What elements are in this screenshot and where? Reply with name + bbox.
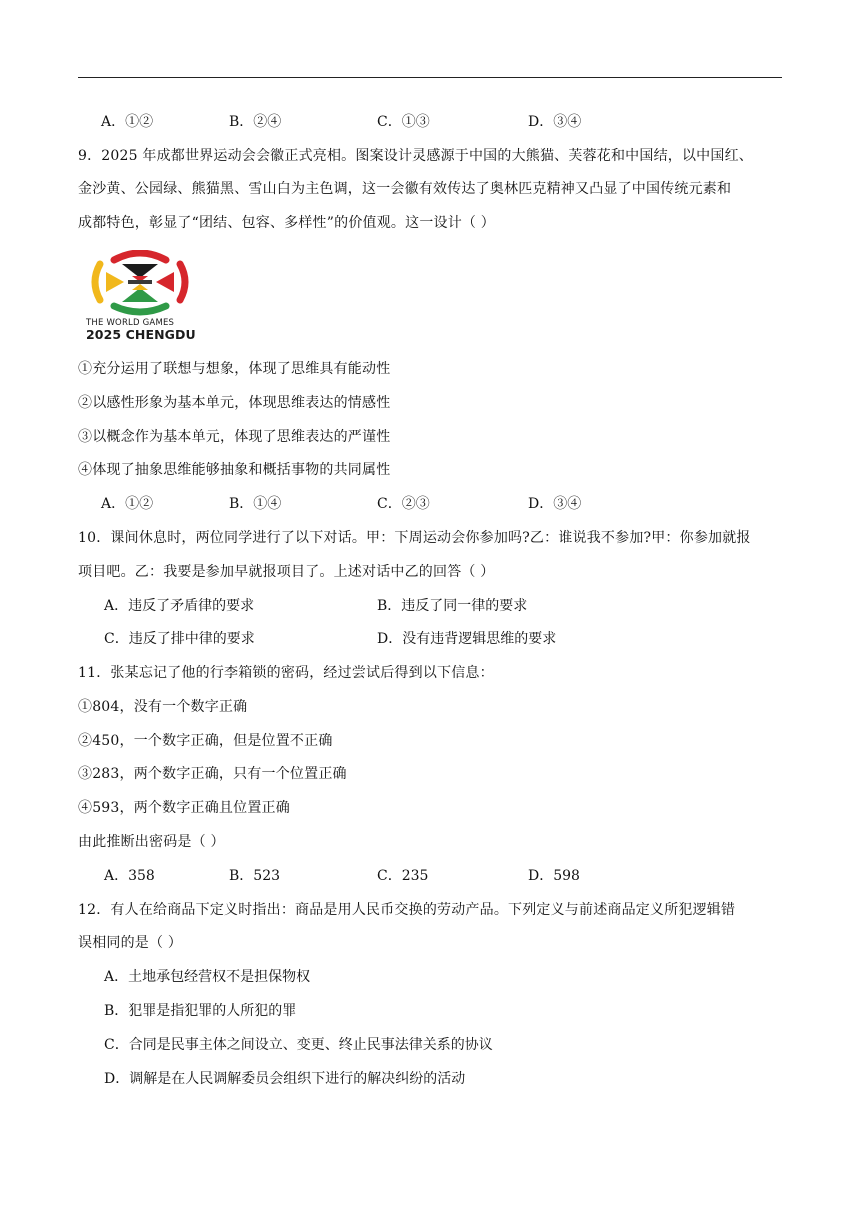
q9-option-a: A．①② bbox=[101, 496, 154, 512]
q9-text-line1: 9．2025 年成都世界运动会会徽正式亮相。图案设计灵感源于中国的大熊猫、芙蓉花和中国结，以中国红、 bbox=[78, 148, 753, 164]
q12-text-line2: 误相同的是（ ） bbox=[78, 935, 183, 951]
q11-clue-4: ④593，两个数字正确且位置正确 bbox=[78, 800, 290, 816]
q10-option-c: C．违反了排中律的要求 bbox=[104, 631, 255, 647]
logo-text-line2: 2025 CHENGDU bbox=[86, 327, 196, 342]
q12-option-d: D．调解是在人民调解委员会组织下进行的解决纠纷的活动 bbox=[104, 1071, 466, 1087]
q10-text-line1: 10．课间休息时，两位同学进行了以下对话。甲：下周运动会你参加吗?乙：谁说我不参加?甲：你参加就报 bbox=[78, 530, 751, 546]
q9-text-line3: 成都特色，彰显了“团结、包容、多样性”的价值观。这一设计（ ） bbox=[78, 215, 495, 231]
header-rule bbox=[78, 77, 782, 78]
q10-text-line2: 项目吧。乙：我要是参加早就报项目了。上述对话中乙的回答（ ） bbox=[78, 564, 495, 580]
q12-text-line1: 12．有人在给商品下定义时指出：商品是用人民币交换的劳动产品。下列定义与前述商品定义所犯逻辑错 bbox=[78, 902, 736, 918]
q9-option-c: C．②③ bbox=[377, 496, 430, 512]
q9-statement-2: ②以感性形象为基本单元，体现思维表达的情感性 bbox=[78, 395, 391, 411]
q12-option-a: A．土地承包经营权不是担保物权 bbox=[104, 969, 311, 985]
q9-statement-4: ④体现了抽象思维能够抽象和概括事物的共同属性 bbox=[78, 462, 391, 478]
q12-option-b: B．犯罪是指犯罪的人所犯的罪 bbox=[104, 1003, 297, 1019]
q11-option-b: B．523 bbox=[229, 868, 281, 884]
q9-option-b: B．①④ bbox=[229, 496, 282, 512]
q11-text-line1: 11．张某忘记了他的行李箱锁的密码，经过尝试后得到以下信息： bbox=[78, 665, 494, 681]
prev-option-b: B．②④ bbox=[229, 114, 282, 130]
prev-option-a: A．①② bbox=[101, 114, 154, 130]
q9-statement-3: ③以概念作为基本单元，体现了思维表达的严谨性 bbox=[78, 429, 391, 445]
q11-option-c: C．235 bbox=[377, 868, 429, 884]
q11-option-a: A．358 bbox=[104, 868, 155, 884]
q9-text-line2: 金沙黄、公园绿、熊猫黑、雪山白为主色调，这一会徽有效传达了奥林匹克精神又凸显了中国传统元素和 bbox=[78, 181, 732, 197]
q11-clue-2: ②450，一个数字正确，但是位置不正确 bbox=[78, 733, 333, 749]
q12-option-c: C．合同是民事主体之间设立、变更、终止民事法律关系的协议 bbox=[104, 1037, 493, 1053]
q11-clue-3: ③283，两个数字正确，只有一个位置正确 bbox=[78, 766, 347, 782]
q11-clue-1: ①804，没有一个数字正确 bbox=[78, 699, 248, 715]
q11-option-d: D．598 bbox=[528, 868, 580, 884]
q9-statement-1: ①充分运用了联想与想象，体现了思维具有能动性 bbox=[78, 361, 391, 377]
world-games-logo bbox=[84, 250, 200, 344]
prev-option-d: D．③④ bbox=[528, 114, 582, 130]
q10-option-a: A．违反了矛盾律的要求 bbox=[104, 598, 255, 614]
q11-question: 由此推断出密码是（ ） bbox=[78, 834, 225, 850]
prev-option-c: C．①③ bbox=[377, 114, 430, 130]
q10-option-b: B．违反了同一律的要求 bbox=[377, 598, 528, 614]
knot-emblem-icon bbox=[84, 250, 196, 316]
q9-option-d: D．③④ bbox=[528, 496, 582, 512]
q10-option-d: D．没有违背逻辑思维的要求 bbox=[377, 631, 557, 647]
logo-text-line1: THE WORLD GAMES bbox=[86, 318, 175, 328]
